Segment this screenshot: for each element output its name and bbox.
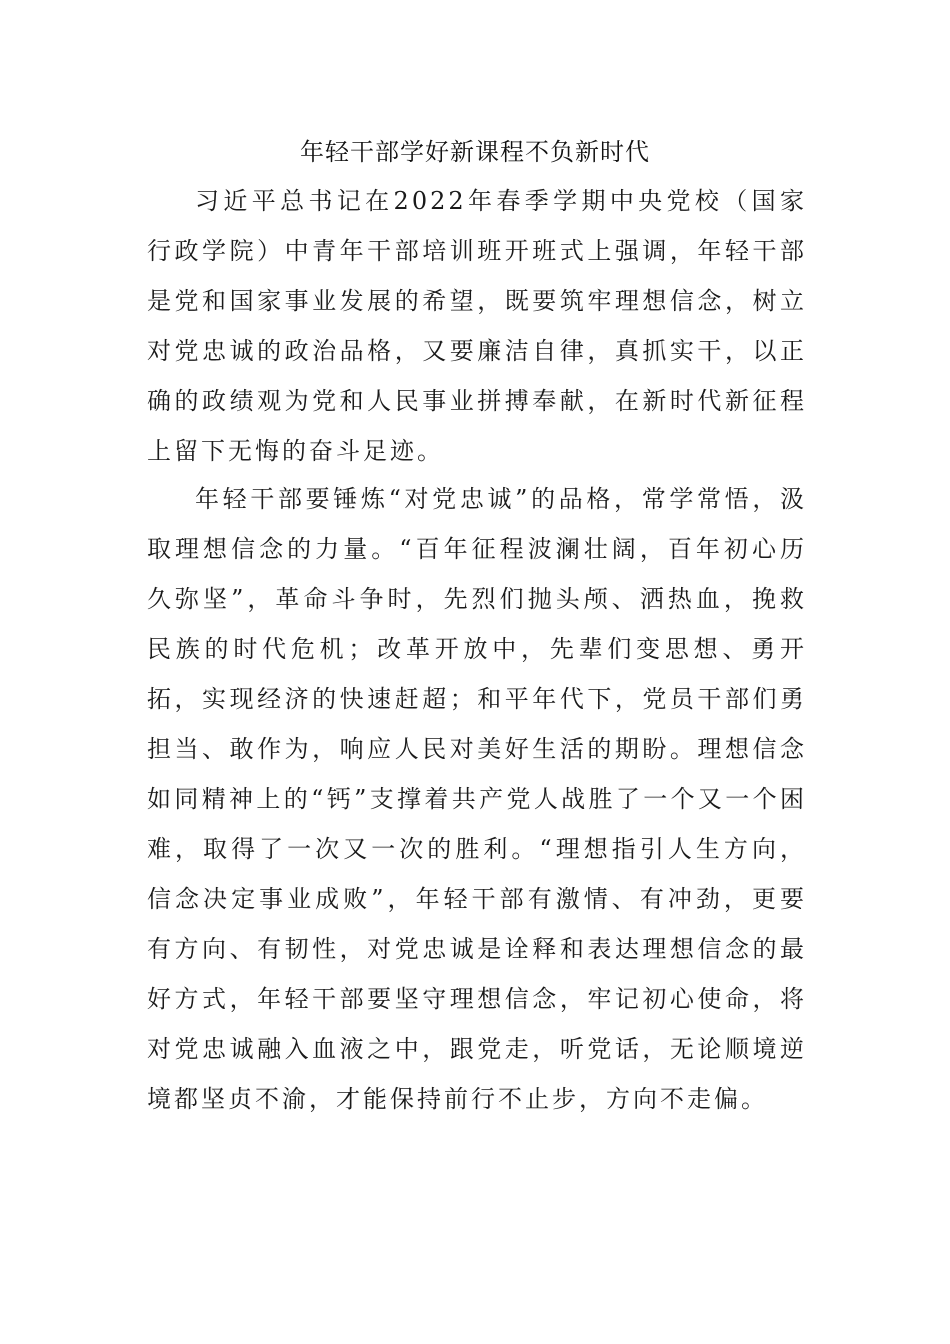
body-paragraph-1: 习近平总书记在2022年春季学期中央党校（国家行政学院）中青年干部培训班开班式上强调，年轻干部是党和国家事业发展的希望，既要筑牢理想信念，树立对党忠诚的政治品格，又要廉洁自律，真抓实干，以正确的政绩观为党和人民事业拼搏奉献，在新时代新征程上留下无悔的奋斗足迹。 [147, 187, 807, 465]
document-title: 年轻干部学好新课程不负新时代 [300, 138, 650, 166]
body-paragraph-2: 年轻干部要锤炼“对党忠诚”的品格，常学常悟，汲取理想信念的力量。“百年征程波澜壮阔，百年初心历久弥坚”，革命斗争时，先烈们抛头颅、洒热血，挽救民族的时代危机；改革开放中，先辈们变思想、勇开拓，实现经济的快速赶超；和平年代下，党员干部们勇担当、敢作为，响应人民对美好生活的期盼。理想信念如同精神上的“钙”支撑着共产党人战胜了一个又一个困难，取得了一次又一次的胜利。“理想指引人生方向，信念决定事业成败”，年轻干部有激情、有冲劲，更要有方向、有韧性，对党忠诚是诠释和表达理想信念的最好方式，年轻干部要坚守理想信念，牢记初心使命，将对党忠诚融入血液之中，跟党走，听党话，无论顺境逆境都坚贞不渝，才能保持前行不止步，方向不走偏。 [147, 485, 807, 1113]
